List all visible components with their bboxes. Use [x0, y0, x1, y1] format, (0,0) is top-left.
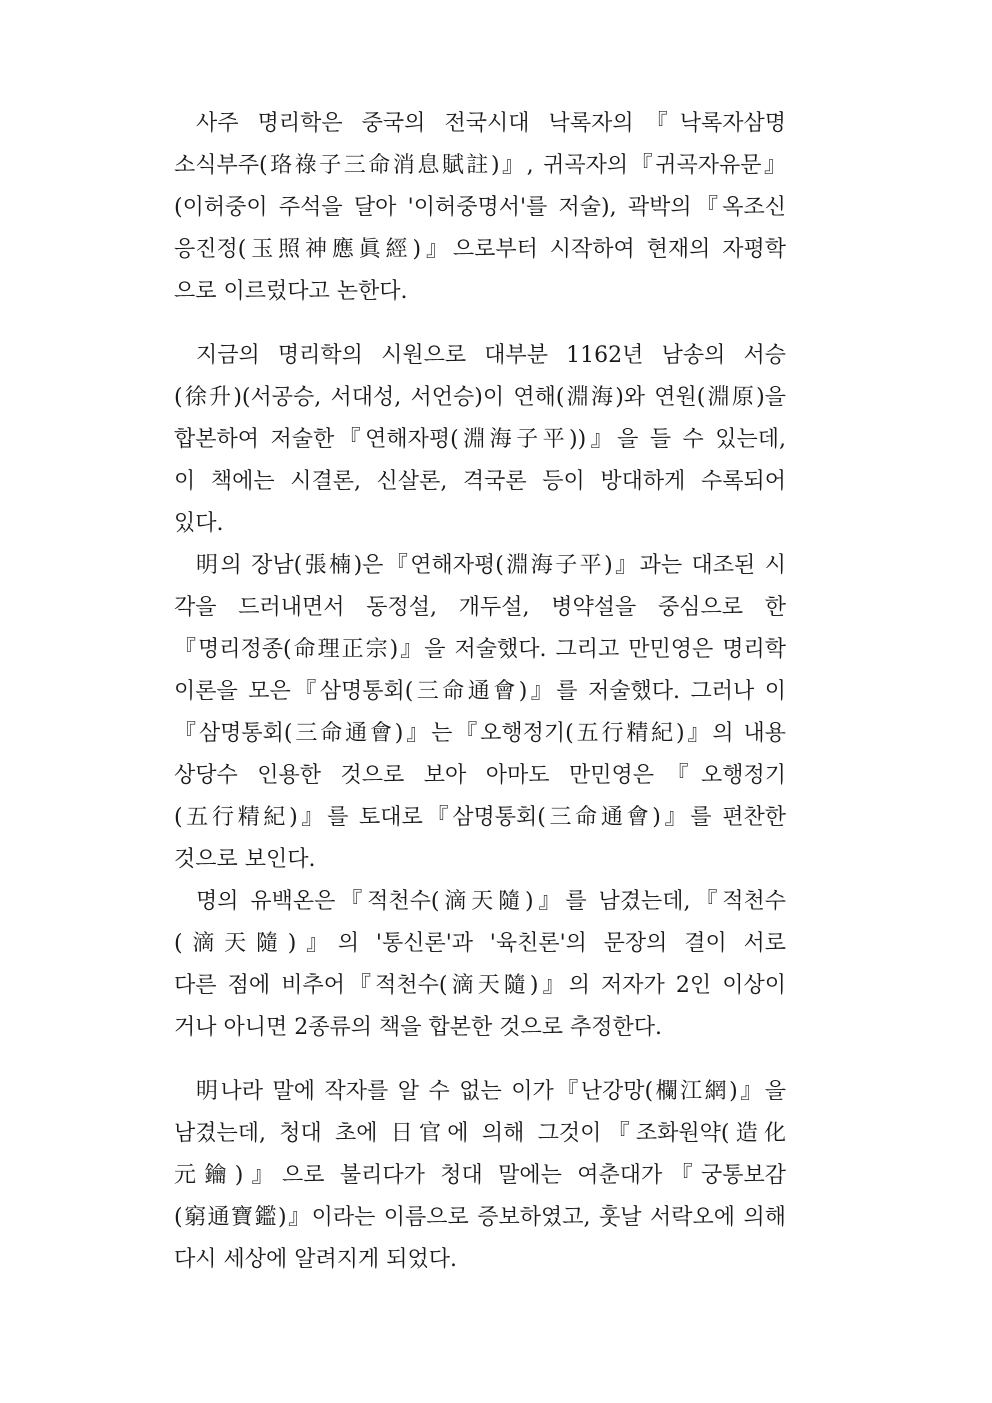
paragraph-1-line-5: 으로 이르렀다고 논한다.	[174, 279, 408, 304]
paragraph-5-line-5: 다시 세상에 알려지게 되었다.	[174, 1247, 457, 1272]
paragraph-3-line-1: 明의 장남(張楠)은『연해자평(淵海子平)』과는 대조된 시	[196, 553, 786, 578]
paragraph-2-line-5: 있다.	[174, 511, 224, 536]
paragraph-4-line-2: (滴天隨)』의 '통신론'과 '육친론'의 문장의 결이 서로	[174, 931, 786, 956]
paragraph-2-line-1: 지금의 명리학의 시원으로 대부분 1162년 남송의 서승	[196, 343, 786, 368]
paragraph-3-line-5: 『삼명통회(三命通會)』는『오행정기(五行精紀)』의 내용	[174, 721, 786, 746]
paragraph-3-line-2: 각을 드러내면서 동정설, 개두설, 병약설을 중심으로 한	[174, 595, 786, 620]
paragraph-1-line-1: 사주 명리학은 중국의 전국시대 낙록자의『낙록자삼명	[196, 111, 786, 136]
paragraph-2-line-3: 합본하여 저술한『연해자평(淵海子平))』을 들 수 있는데,	[174, 427, 786, 452]
paragraph-3-line-3: 『명리정종(命理正宗)』을 저술했다. 그리고 만민영은 명리학	[174, 637, 786, 662]
paragraph-5-line-1: 明나라 말에 작자를 알 수 없는 이가『난강망(欄江網)』을	[196, 1079, 786, 1104]
paragraph-4-line-4: 거나 아니면 2종류의 책을 합본한 것으로 추정한다.	[174, 1015, 662, 1040]
paragraph-1-line-3: (이허중이 주석을 달아 '이허중명서'를 저술), 곽박의『옥조신	[174, 195, 786, 220]
paragraph-3-line-4: 이론을 모은『삼명통회(三命通會)』를 저술했다. 그러나 이	[174, 679, 786, 704]
paragraph-3-line-6: 상당수 인용한 것으로 보아 아마도 만민영은『오행정기	[174, 763, 786, 788]
paragraph-4-line-3: 다른 점에 비추어『적천수(滴天隨)』의 저자가 2인 이상이	[174, 973, 786, 998]
paragraph-5-line-3: 元鑰)』으로 불리다가 청대 말에는 여춘대가『궁통보감	[174, 1163, 786, 1188]
paragraph-1-line-4: 응진정(玉照神應眞經)』으로부터 시작하여 현재의 자평학	[174, 237, 786, 262]
paragraph-4-line-1: 명의 유백온은『적천수(滴天隨)』를 남겼는데,『적천수	[196, 889, 786, 914]
paragraph-5-line-2: 남겼는데, 청대 초에 日官에 의해 그것이『조화원약(造化	[174, 1121, 786, 1146]
paragraph-2-line-2: (徐升)(서공승, 서대성, 서언승)이 연해(淵海)와 연원(淵原)을	[174, 385, 786, 410]
paragraph-3-line-8: 것으로 보인다.	[174, 847, 316, 872]
paragraph-5-line-4: (窮通寶鑑)』이라는 이름으로 증보하였고, 훗날 서락오에 의해	[174, 1205, 786, 1230]
paragraph-3-line-7: (五行精紀)』를 토대로『삼명통회(三命通會)』를 편찬한	[174, 805, 786, 830]
paragraph-1-line-2: 소식부주(珞祿子三命消息賦註)』, 귀곡자의『귀곡자유문』	[174, 153, 786, 178]
paragraph-2-line-4: 이 책에는 시결론, 신살론, 격국론 등이 방대하게 수록되어	[174, 469, 786, 494]
